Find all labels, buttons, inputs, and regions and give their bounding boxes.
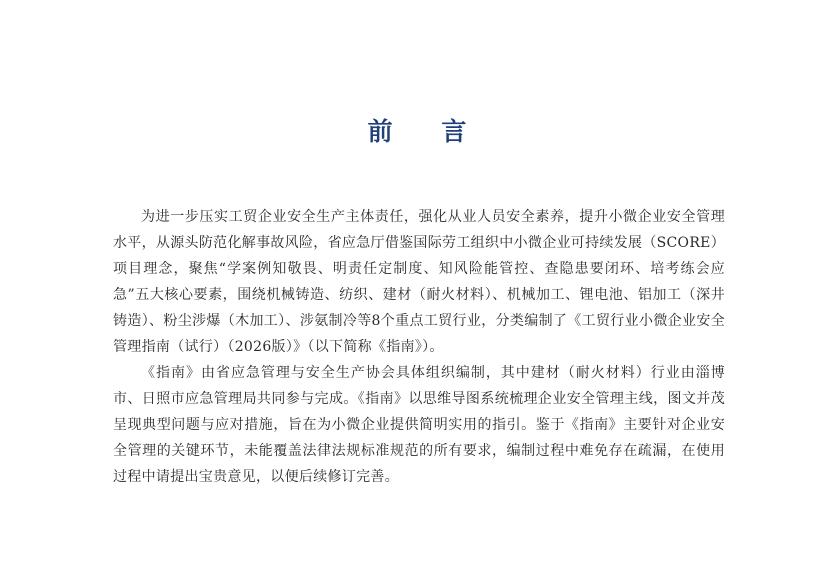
paragraph-1: 为进一步压实工贸企业安全生产主体责任，强化从业人员安全素养，提升小微企业安全管理水平，从源头防范化解事故风险，省应急厅借鉴国际劳工组织中小微企业可持续发展（SCORE）项目理念，聚焦“学案例知敬畏、明责任定制度、知风险能管控、查隐患要闭环、培考练会应急”五大核心要素，围绕机械铸造、纺织、建材（耐火材料）、机械加工、锂电池、铝加工（深井铸造）、粉尘涉爆（木加工）、涉氨制冷等8个重点工贸行业，分类编制了《工贸行业小微企业安全管理指南（试行）（2026版）》（以下简称《指南》）。 — [113, 209, 725, 355]
page-title: 前 言 — [367, 117, 487, 146]
preface-body — [113, 204, 725, 490]
paragraph-2: 《指南》由省应急管理与安全生产协会具体组织编制，其中建材（耐火材料）行业由淄博市、日照市应急管理局共同参与完成。《指南》以思维导图系统梳理企业安全管理主线，图文并茂呈现典型问题与应对措施，旨在为小微企业提供简明实用的指引。鉴于《指南》主要针对企业安全管理的关键环节，未能覆盖法律法规标准规范的所有要求，编制过程中难免存在疏漏，在使用过程中请提出宝贵意见，以便后续修订完善。 — [113, 365, 725, 485]
